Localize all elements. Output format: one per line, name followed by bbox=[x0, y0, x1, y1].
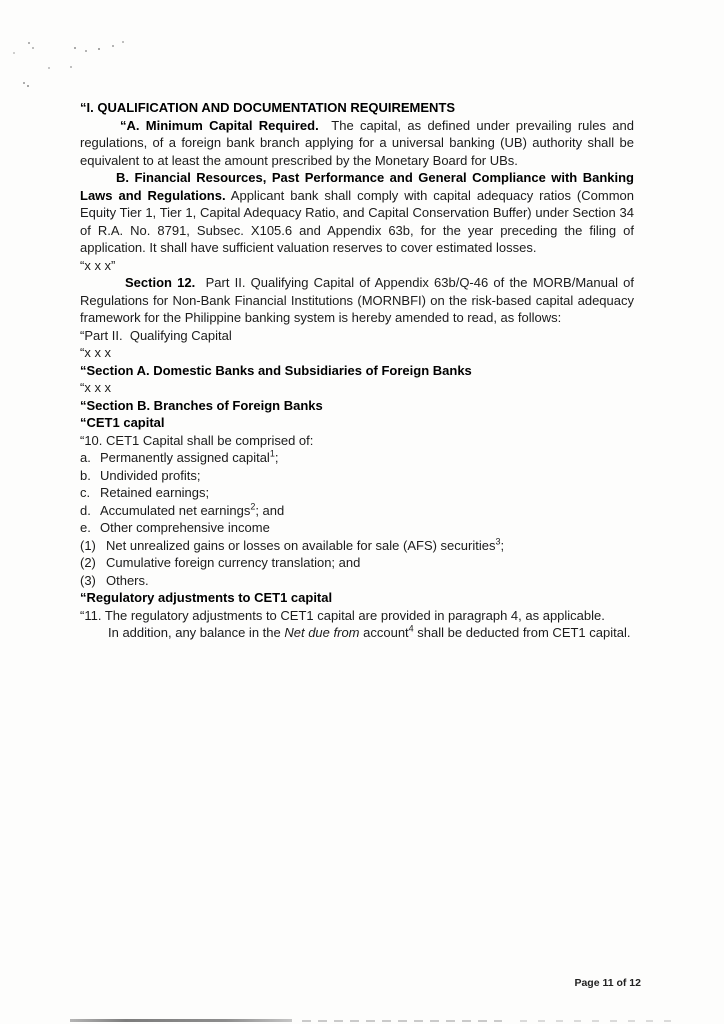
list-item-label: d. bbox=[80, 502, 91, 518]
para-item-10: “10. CET1 Capital shall be comprised of: bbox=[80, 432, 314, 448]
heading-cet1-capital: “CET1 capital bbox=[80, 415, 165, 430]
para-financial-resources-lead: B. Financial Resources, Past Performance and General Compliance with Banking Laws and Regulations. bbox=[80, 170, 634, 203]
list-item-label: b. bbox=[80, 467, 91, 483]
list-item-text: Retained earnings; bbox=[100, 485, 210, 500]
para-financial-resources bbox=[80, 169, 634, 257]
ellipsis-quoted: “x x x” bbox=[80, 257, 116, 273]
scan-speckles bbox=[28, 42, 30, 44]
ellipsis-open-1: “x x x bbox=[80, 345, 112, 360]
scan-streak-light bbox=[302, 1020, 502, 1022]
heading-section-b: “Section B. Branches of Foreign Banks bbox=[80, 397, 323, 413]
footnote-marker-3: 3 bbox=[495, 536, 501, 547]
net-due-from-italic: Net due from bbox=[284, 625, 360, 640]
para-section-12 bbox=[80, 274, 634, 327]
para-net-due-from bbox=[80, 624, 634, 642]
para-item-11: “11. The regulatory adjustments to CET1 capital are provided in paragraph 4, as applicable. bbox=[80, 607, 605, 623]
sub-item-text: Others. bbox=[106, 572, 149, 588]
footnote-marker-1: 1 bbox=[269, 448, 275, 459]
sub-item-tail: ; bbox=[500, 537, 505, 553]
page-number: Page 11 of 12 bbox=[574, 977, 641, 989]
list-item-label: a. bbox=[80, 450, 91, 465]
sub-item-label: (3) bbox=[80, 572, 96, 588]
list-item-tail: ; bbox=[274, 450, 279, 465]
sub-item-label: (2) bbox=[80, 555, 96, 570]
sub-item-3 bbox=[80, 572, 634, 590]
list-item-b bbox=[80, 467, 634, 485]
heading-qualification-requirements: “I. QUALIFICATION AND DOCUMENTATION REQUIREMENTS bbox=[80, 100, 456, 115]
list-item-e bbox=[80, 519, 634, 537]
list-item-text: Permanently assigned capital bbox=[100, 450, 270, 465]
heading-regulatory-adjustments: “Regulatory adjustments to CET1 capital bbox=[80, 590, 333, 605]
list-item-a bbox=[80, 449, 634, 467]
sub-item-1 bbox=[80, 537, 634, 555]
sub-item-text: Cumulative foreign currency translation; and bbox=[106, 555, 361, 570]
para-net-due-from-lead: In addition, any balance in the bbox=[108, 625, 285, 640]
para-section-12-body: Part II. Qualifying Capital of Appendix 63b/Q-46 of the MORB/Manual of Regulations for Non-Bank Financial Institutions (MORNBFI) on the risk-based capital adequacy framework for the Philippine banking system is hereby amended to read, as follows: bbox=[80, 275, 634, 325]
list-item-label: e. bbox=[80, 520, 91, 535]
scan-streak-dark bbox=[70, 1019, 292, 1022]
list-item-c bbox=[80, 484, 634, 502]
ellipsis-open-2: “x x x bbox=[80, 380, 112, 395]
para-financial-resources-body: Applicant bank shall comply with capital adequacy ratios (Common Equity Tier 1, Tier 1, Capital Adequacy Ratio, and Capital Conservation Buffer) under Section 34 of R.A. No. 8791, Subsec. X105.6 and Appendix 63b, for the year preceding the filing of application. It shall have sufficient valuation reserves to cover estimated losses. bbox=[80, 187, 634, 255]
para-minimum-capital-lead: “A. Minimum Capital Required. bbox=[120, 117, 319, 133]
heading-section-a: “Section A. Domestic Banks and Subsidiaries of Foreign Banks bbox=[80, 362, 472, 378]
para-section-12-lead: Section 12. bbox=[125, 275, 196, 290]
footnote-marker-4: 4 bbox=[408, 623, 414, 634]
scan-streak-faint bbox=[520, 1020, 682, 1022]
para-minimum-capital bbox=[80, 117, 634, 170]
list-item-text: Other comprehensive income bbox=[100, 520, 270, 535]
document-body bbox=[80, 99, 634, 642]
para-net-due-from-tail: shall be deducted from CET1 capital. bbox=[413, 625, 631, 640]
list-item-tail: ; and bbox=[255, 502, 285, 518]
list-item-label: c. bbox=[80, 485, 91, 500]
list-item-text: Undivided profits; bbox=[100, 467, 201, 483]
sub-item-2 bbox=[80, 554, 634, 572]
sub-item-text: Net unrealized gains or losses on available for sale (AFS) securities bbox=[106, 537, 496, 553]
footnote-marker-2: 2 bbox=[250, 501, 256, 512]
list-item-d bbox=[80, 502, 634, 520]
line-part-ii: “Part II. Qualifying Capital bbox=[80, 327, 232, 343]
para-net-due-from-mid: account bbox=[359, 625, 409, 640]
sub-item-label: (1) bbox=[80, 537, 96, 553]
para-minimum-capital-body: The capital, as defined under prevailing rules and regulations, of a foreign bank branch applying for a universal banking (UB) authority shall be equivalent to at least the amount prescribed by the Monetary Board for UBs. bbox=[80, 117, 634, 168]
list-item-text: Accumulated net earnings bbox=[100, 502, 251, 518]
